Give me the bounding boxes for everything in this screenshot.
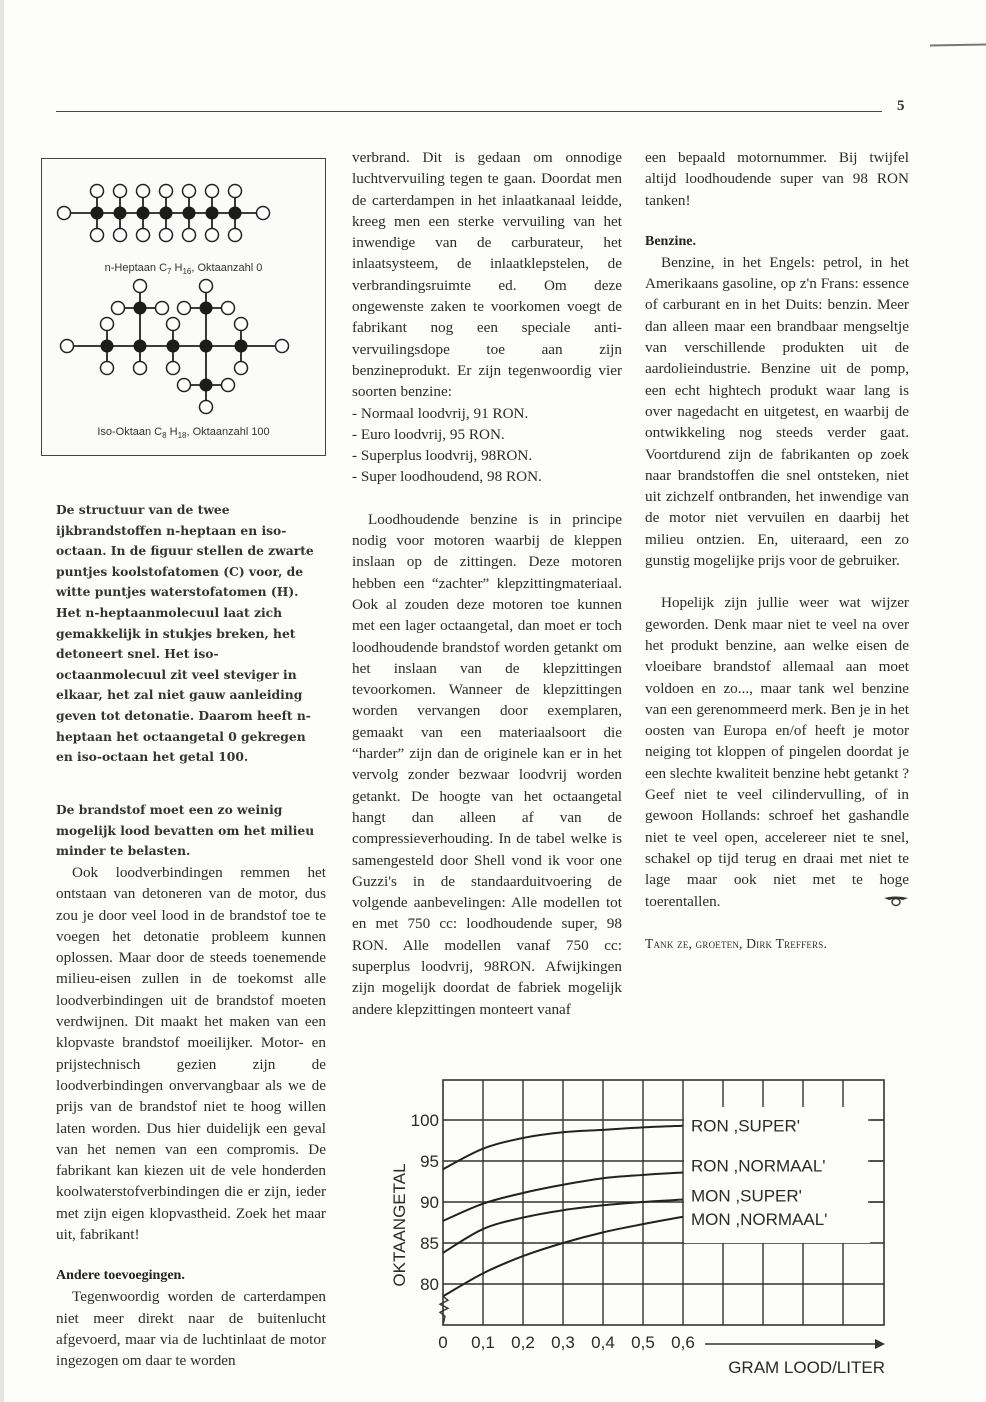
figure-caption: De structuur van de twee ijkbrandstoffen n-heptaan en iso-octaan. In de figuur stellen de zwarte puntjes koolstofatomen (C) voor, de witte puntjes waterstofatomen (H). Het n-heptaanmolecuul laat zich gemakkelijk in stukjes breken, het detoneert snel. Het iso-octaanmolecuul zit veel steviger in elkaar, het zal niet gauw aanleiding geven tot detonatie. Daarom heeft n-heptaan het octaangetal 0 gekregen en iso-octaan het getal 100. <box>56 502 314 765</box>
hydrogen-atom <box>222 302 235 315</box>
hydrogen-atom <box>58 207 71 220</box>
heading-benzine: Benzine. <box>645 233 696 249</box>
n-heptane-label: n-Heptaan $C_7$ $H_{16}$, Oktaanzahl 0 <box>104 262 263 277</box>
carbon-atom <box>167 340 180 353</box>
hydrogen-atom <box>235 318 248 331</box>
hydrogen-atom <box>160 185 173 198</box>
carbon-atom <box>134 340 147 353</box>
molecule-diagram <box>42 159 325 455</box>
carbon-atom <box>235 340 248 353</box>
carbon-atom <box>134 302 147 315</box>
paragraph: Hopelijk zijn jullie weer wat wijzer geworden. Denk maar niet te veel na over het produkt benzine, aan welke eisen de vloeibare brandstof allemaal aan moet voldoen en zo..., maar tank wel benzine van een gerenommeerd merk. Ben je in het oosten van Europa en/of heeft je motor neiging tot kloppen of pingelen doordat je een slechte kwaliteit benzine hebt getankt ? Geef niet te veel cilindervulling, of in gewoon Hollands: schroef het gashandle niet te veel open, accelereer niet te snel, schakel op tijd terug en draai met niet te lage maar ook niet met te hoge toerentallen. <box>645 594 909 910</box>
column-1 <box>56 862 326 1372</box>
paragraph: Tegenwoordig worden de carterdampen niet meer direkt naar de buitenlucht afgevoerd, maar via de luchtinlaat de motor ingezogen om daar te worden <box>56 1288 326 1370</box>
hydrogen-atom <box>167 318 180 331</box>
list-item: - Normaal loodvrij, 91 RON. <box>352 404 529 422</box>
carbon-atom <box>114 207 127 220</box>
carbon-atom <box>91 207 104 220</box>
hydrogen-atom <box>101 362 114 375</box>
column-2 <box>352 147 622 1020</box>
paragraph: verbrand. Dit is gedaan om onnodige luchtvervuiling tegen te gaan. Doordat men de carterdampen in het inlaatkanaal leidde, kreeg men een sterke vervuiling van het inwendige van de carburateur, het inlaatsysteem, de inlaatklepstelen, de verbrandingsruimte ed. Om deze ongewenste zaken te voorkomen voegt de fabrikant nog een speciale anti-vervuilingsdope toe aan zijn benzineprodukt. Er zijn tegenwoordig vier soorten benzine: <box>352 149 622 401</box>
x-axis-label: GRAM LOOD/LITER <box>728 1358 885 1377</box>
y-axis-label: OKTAANGETAL <box>390 1163 409 1287</box>
heading-andere-toevoegingen: Andere toevoegingen. <box>56 1268 185 1284</box>
hydrogen-atom <box>222 379 235 392</box>
x-tick-label: 0,2 <box>511 1333 535 1352</box>
octane-chart <box>375 1060 905 1380</box>
hydrogen-atom <box>91 229 104 242</box>
hydrogen-atom <box>137 229 150 242</box>
paragraph: Loodhoudende benzine is in principe nodig voor motoren waarbij de kleppen inslaan op de zittingen. Deze motoren hebben een “zachter” klepzittingmateriaal. Ook al zouden deze motoren toe kunnen met een lager octaangetal, dan moet er toch loodhoudende brandstof worden getankt om het inslaan van de klepzittingen tevoorkomen. Wanneer de klepzittingen worden vervangen door exemplaren, gemaakt van een materiaalsoort die “harder” zijn dan de originele kan er in het vervolg zonder bezwaar loodvrij worden getankt. De hoogte van het octaangetal hangt dan alleen af van de compressieverhouding. In de tabel welke is samengesteld door Shell vond ik voor one Guzzi's in de standaarduitvoering de volgende aanbevelingen: Alle modellen tot en met 750 cc: loodhoudende super, 98 RON. Alle modellen vanaf 750 cc: superplus loodvrij, 98RON. Afwijkingen zijn mogelijk doordat de fabriek mogelijk andere klepzittingen monteert vanaf <box>352 510 622 1018</box>
hydrogen-atom <box>167 362 180 375</box>
hydrogen-atom <box>229 229 242 242</box>
axis-break <box>440 1296 448 1325</box>
carbon-atom <box>101 340 114 353</box>
series-label: RON ,NORMAAL' <box>691 1156 826 1176</box>
carbon-atom <box>183 207 196 220</box>
paragraph: Ook loodverbindingen remmen het ontstaan van detoneren van de motor, dus zou je door veel lood in de brandstof toe te voegen het detonatie probleem kunnen oplossen. Maar door de steeds toenemende milieu-eisen zullen in de toekomst alle loodverbindingen uit de brandstof moeten verdwijnen. Dit maakt het maken van een klopvaste brandstof moeilijker. Motor- en prijstechnisch gezien zijn de loodverbindingen onvervangbaar als we de prijs van de brandstof niet te hoog willen laten worden. Dus hier duidelijk een geval van het nemen van een compromis. De fabrikant kan kiezen uit de vele honderden koolwaterstofverbindingen die er zijn, ieder met zijn eigen klopvastheid. Zoek het maar uit, fabrikant! <box>56 864 326 1244</box>
hydrogen-atom <box>183 185 196 198</box>
x-tick-label: 0 <box>438 1333 448 1352</box>
list-item: - Superplus loodvrij, 98RON. <box>352 447 533 465</box>
hydrogen-atom <box>137 185 150 198</box>
hydrogen-atom <box>206 185 219 198</box>
hydrogen-atom <box>200 280 213 293</box>
hydrogen-atom <box>160 229 173 242</box>
chart-grid <box>440 1080 884 1325</box>
paragraph: Benzine, in het Engels: petrol, in het Amerikaans gasoline, op z'n Frans: essence of carburant en in het Duits: benzin. Meer dan alleen maar een brandbaar mengseltje van verschillende produkten uit de aardolieindustrie. Benzine uit de pomp, een echt hightech produkt waar lang is over nagedacht en uitgetest, en waarbij de ontwikkeling nog steeds verder gaat. Voortdurend zijn de fabrikanten op zoek naar brandstoffen die snel ontsteken, niet uit zichzelf ontbranden, het inwendige van de motor niet vervuilen en daarbij het milieu ontzien. En, uiteraard, een zo gunstig mogelijke prijs voor de gebruiker. <box>645 253 909 570</box>
iso-octane-label: Iso-Oktaan $C_8$ $H_{18}$, Oktaanzahl 100 <box>97 426 270 441</box>
y-tick-label: 90 <box>420 1193 439 1212</box>
molecule-figure <box>41 158 326 456</box>
club-eagle-icon <box>883 895 909 907</box>
hydrogen-atom <box>229 185 242 198</box>
arrow-head-icon <box>875 1339 885 1349</box>
y-tick-label: 85 <box>420 1234 439 1253</box>
x-tick-label: 0,5 <box>631 1333 655 1352</box>
hydrogen-atom <box>61 340 74 353</box>
signoff: Tank ze, groeten, Dirk Treffers. <box>645 935 828 951</box>
paragraph: een bepaald motornummer. Bij twijfel altijd loodhoudende super van 98 RON tanken! <box>645 149 909 209</box>
list-item: - Euro loodvrij, 95 RON. <box>352 425 505 443</box>
hydrogen-atom <box>200 401 213 414</box>
x-tick-label: 0,3 <box>551 1333 575 1352</box>
hydrogen-atom <box>112 302 125 315</box>
hydrogen-atom <box>91 185 104 198</box>
hydrogen-atom <box>183 229 196 242</box>
series-label: MON ,NORMAAL' <box>691 1209 828 1229</box>
hydrogen-atom <box>134 362 147 375</box>
carbon-atom <box>137 207 150 220</box>
page-number: 5 <box>897 98 905 114</box>
hydrogen-atom <box>178 302 191 315</box>
carbon-atom <box>229 207 242 220</box>
carbon-atom <box>200 340 213 353</box>
hydrogen-atom <box>134 280 147 293</box>
hydrogen-atom <box>178 379 191 392</box>
carbon-atom <box>206 207 219 220</box>
column-3 <box>645 147 909 954</box>
hydrogen-atom <box>235 362 248 375</box>
hydrogen-atom <box>114 185 127 198</box>
page-edge-shadow <box>0 0 4 1402</box>
hydrogen-atom <box>114 229 127 242</box>
y-tick-label: 100 <box>410 1111 439 1130</box>
hydrogen-atom <box>101 318 114 331</box>
series-label: RON ,SUPER' <box>691 1116 801 1136</box>
x-tick-label: 0,1 <box>471 1333 495 1352</box>
y-tick-label: 95 <box>420 1152 439 1171</box>
scan-mark <box>930 44 986 47</box>
section-subheading: De brandstof moet een zo weinig mogelijk lood bevatten om het milieu minder te belasten. <box>56 802 315 859</box>
list-item: - Super loodhoudend, 98 RON. <box>352 468 542 486</box>
header-rule <box>56 111 882 112</box>
hydrogen-atom <box>276 340 289 353</box>
carbon-atom <box>200 379 213 392</box>
y-tick-label: 80 <box>420 1275 439 1294</box>
hydrogen-atom <box>156 302 169 315</box>
fuel-types-list <box>352 403 622 488</box>
series-label: MON ,SUPER' <box>691 1186 802 1206</box>
carbon-atom <box>160 207 173 220</box>
x-tick-label: 0,6 <box>671 1333 695 1352</box>
x-tick-label: 0,4 <box>591 1333 615 1352</box>
hydrogen-atom <box>257 207 270 220</box>
carbon-atom <box>200 302 213 315</box>
hydrogen-atom <box>206 229 219 242</box>
